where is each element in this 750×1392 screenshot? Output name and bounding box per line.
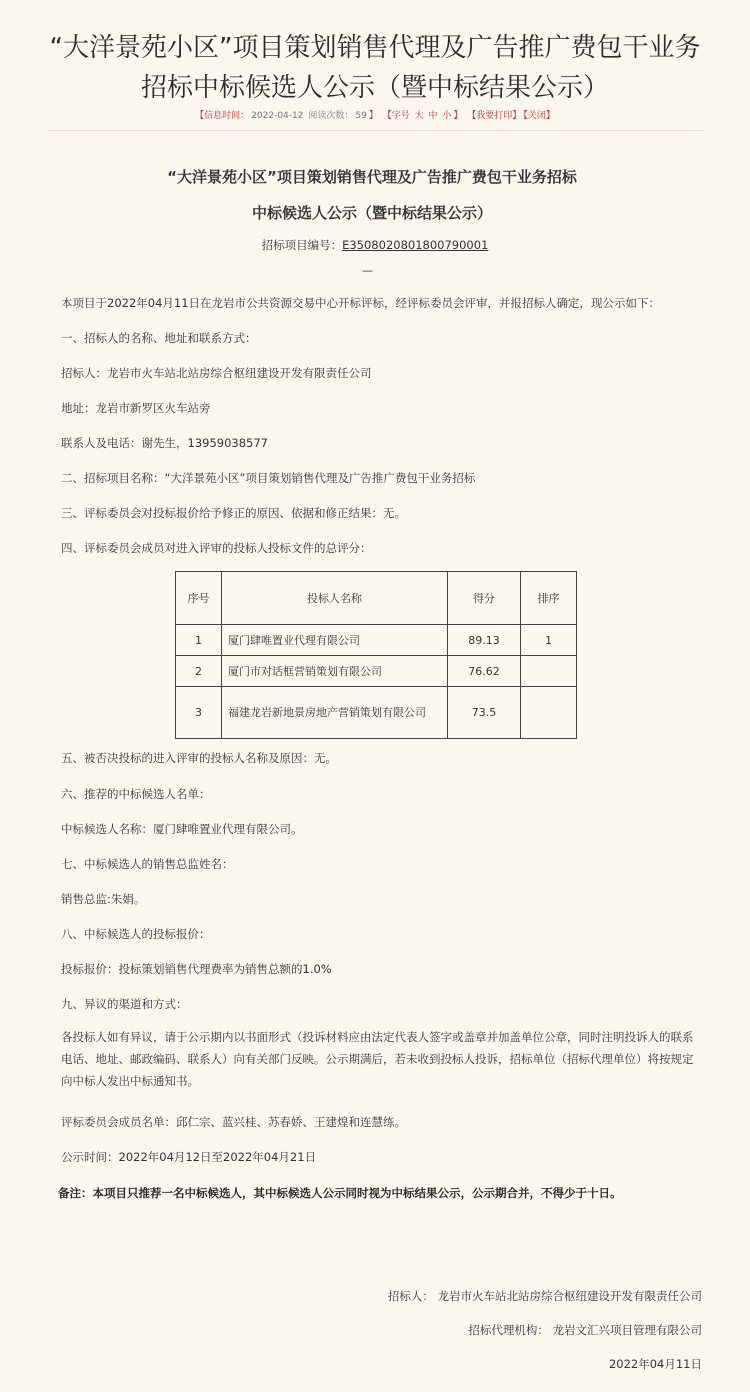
score-table bbox=[175, 571, 577, 739]
section-2-heading: 二、招标项目名称：“大洋景苑小区”项目策划销售代理及广告推广费包干业务招标 bbox=[61, 471, 476, 485]
table-cell bbox=[521, 687, 577, 739]
note-line: 备注：本项目只推荐一名中标候选人，其中标候选人公示同时视为中标结果公示，公示期合并，不得少于十日。 bbox=[58, 1186, 622, 1200]
font-medium-button[interactable]: 中 bbox=[428, 111, 438, 121]
signature-agency: 招标代理机构： 龙岩文汇兴项目管理有限公司 bbox=[468, 1323, 702, 1337]
views-label: 阅读次数： bbox=[308, 111, 354, 121]
table-cell: 1 bbox=[176, 625, 222, 656]
info-bar bbox=[0, 108, 750, 121]
project-number bbox=[0, 237, 750, 253]
tenderer-line: 招标人：龙岩市火车站北站房综合枢纽建设开发有限责任公司 bbox=[61, 366, 372, 380]
section-5-heading: 五、被否决投标的进入评审的投标人名称及原因：无。 bbox=[61, 751, 337, 765]
section-9-heading: 九、异议的渠道和方式： bbox=[61, 997, 188, 1011]
font-large-button[interactable]: 大 bbox=[414, 111, 424, 121]
info-time: 2022-04-12 bbox=[251, 111, 304, 121]
address-line: 地址：龙岩市新罗区火车站旁 bbox=[61, 401, 211, 415]
section-1-heading: 一、招标人的名称、地址和联系方式： bbox=[61, 331, 257, 345]
table-row bbox=[176, 625, 577, 656]
close-button[interactable]: 【关闭】 bbox=[523, 111, 555, 121]
views-count: 59 bbox=[355, 111, 367, 121]
table-row bbox=[176, 656, 577, 687]
table-cell: 2 bbox=[176, 656, 222, 687]
signature-date: 2022年04月11日 bbox=[608, 1357, 702, 1371]
contact-line: 联系人及电话：谢先生，13959038577 bbox=[61, 436, 268, 450]
table-header: 投标人名称 bbox=[222, 572, 448, 625]
project-number-code: E3508020801800790001 bbox=[342, 238, 489, 252]
table-cell: 73.5 bbox=[448, 687, 521, 739]
section-6-heading: 六、推荐的中标候选人名单： bbox=[61, 787, 211, 801]
period-line: 公示时间：2022年04月12日至2022年04月21日 bbox=[61, 1150, 317, 1164]
doc-title-line2: 中标候选人公示（暨中标结果公示） bbox=[251, 204, 492, 222]
doc-title-line1: “大洋景苑小区”项目策划销售代理及广告推广费包干业务招标 bbox=[167, 168, 577, 186]
table-header: 得分 bbox=[448, 572, 521, 625]
signature-tenderer: 招标人： 龙岩市火车站北站房综合枢纽建设开发有限责任公司 bbox=[387, 1289, 702, 1303]
table-cell bbox=[521, 656, 577, 687]
table-cell: 3 bbox=[176, 687, 222, 739]
objection-paragraph: 各投标人如有异议，请于公示期内以书面形式（投诉材料应由法定代表人签字或盖章并加盖单位公章，同时注明投诉人的联系电话、地址、邮政编码、联系人）向有关部门反映。公示期满后，若未收到投标人投诉，招标单位（招标代理单位）将按规定向中标人发出中标通知书。 bbox=[61, 1030, 694, 1088]
table-cell: 厦门市对话框营销策划有限公司 bbox=[222, 656, 448, 687]
table-cell: 89.13 bbox=[448, 625, 521, 656]
header-divider bbox=[47, 130, 703, 131]
table-row bbox=[176, 687, 577, 739]
committee-line: 评标委员会成员名单：邱仁宗、蓝兴桂、苏春娇、王建煌和连慧练。 bbox=[61, 1115, 406, 1129]
font-size-close: 】 bbox=[453, 111, 463, 121]
info-time-label: 【信息时间： bbox=[195, 111, 250, 121]
table-cell: 1 bbox=[521, 625, 577, 656]
project-number-label: 招标项目编号： bbox=[261, 238, 343, 252]
table-header-row bbox=[176, 572, 577, 625]
font-small-button[interactable]: 小 bbox=[442, 111, 452, 121]
intro-paragraph: 本项目于2022年04月11日在龙岩市公共资源交易中心开标评标，经评标委员会评审，并报招标人确定，现公示如下： bbox=[61, 296, 661, 310]
section-8-heading: 八、中标候选人的投标报价： bbox=[61, 927, 211, 941]
table-cell: 76.62 bbox=[448, 656, 521, 687]
section-3-heading: 三、评标委员会对投标报价给予修正的原因、依据和修正结果：无。 bbox=[61, 506, 406, 520]
dash-separator: — bbox=[362, 264, 373, 277]
section-4-heading: 四、评标委员会成员对进入评审的投标人投标文件的总评分： bbox=[61, 541, 372, 555]
section-7-heading: 七、中标候选人的销售总监姓名： bbox=[61, 857, 234, 871]
font-size-label: 【字号 bbox=[382, 111, 410, 121]
table-header: 排序 bbox=[521, 572, 577, 625]
table-cell: 厦门肆唯置业代理有限公司 bbox=[222, 625, 448, 656]
price-line: 投标报价：投标策划销售代理费率为销售总额的1.0% bbox=[61, 962, 332, 976]
director-line: 销售总监:朱娟。 bbox=[61, 892, 146, 906]
print-button[interactable]: 【我要打印】 bbox=[467, 111, 522, 121]
candidate-line: 中标候选人名称：厦门肆唯置业代理有限公司。 bbox=[61, 822, 303, 836]
page-title: “大洋景苑小区”项目策划销售代理及广告推广费包干业务招标中标候选人公示（暨中标结果公示） bbox=[49, 33, 701, 103]
views-close: 】 bbox=[368, 111, 378, 121]
table-header: 序号 bbox=[176, 572, 222, 625]
table-cell: 福建龙岩新地景房地产营销策划有限公司 bbox=[222, 687, 448, 739]
